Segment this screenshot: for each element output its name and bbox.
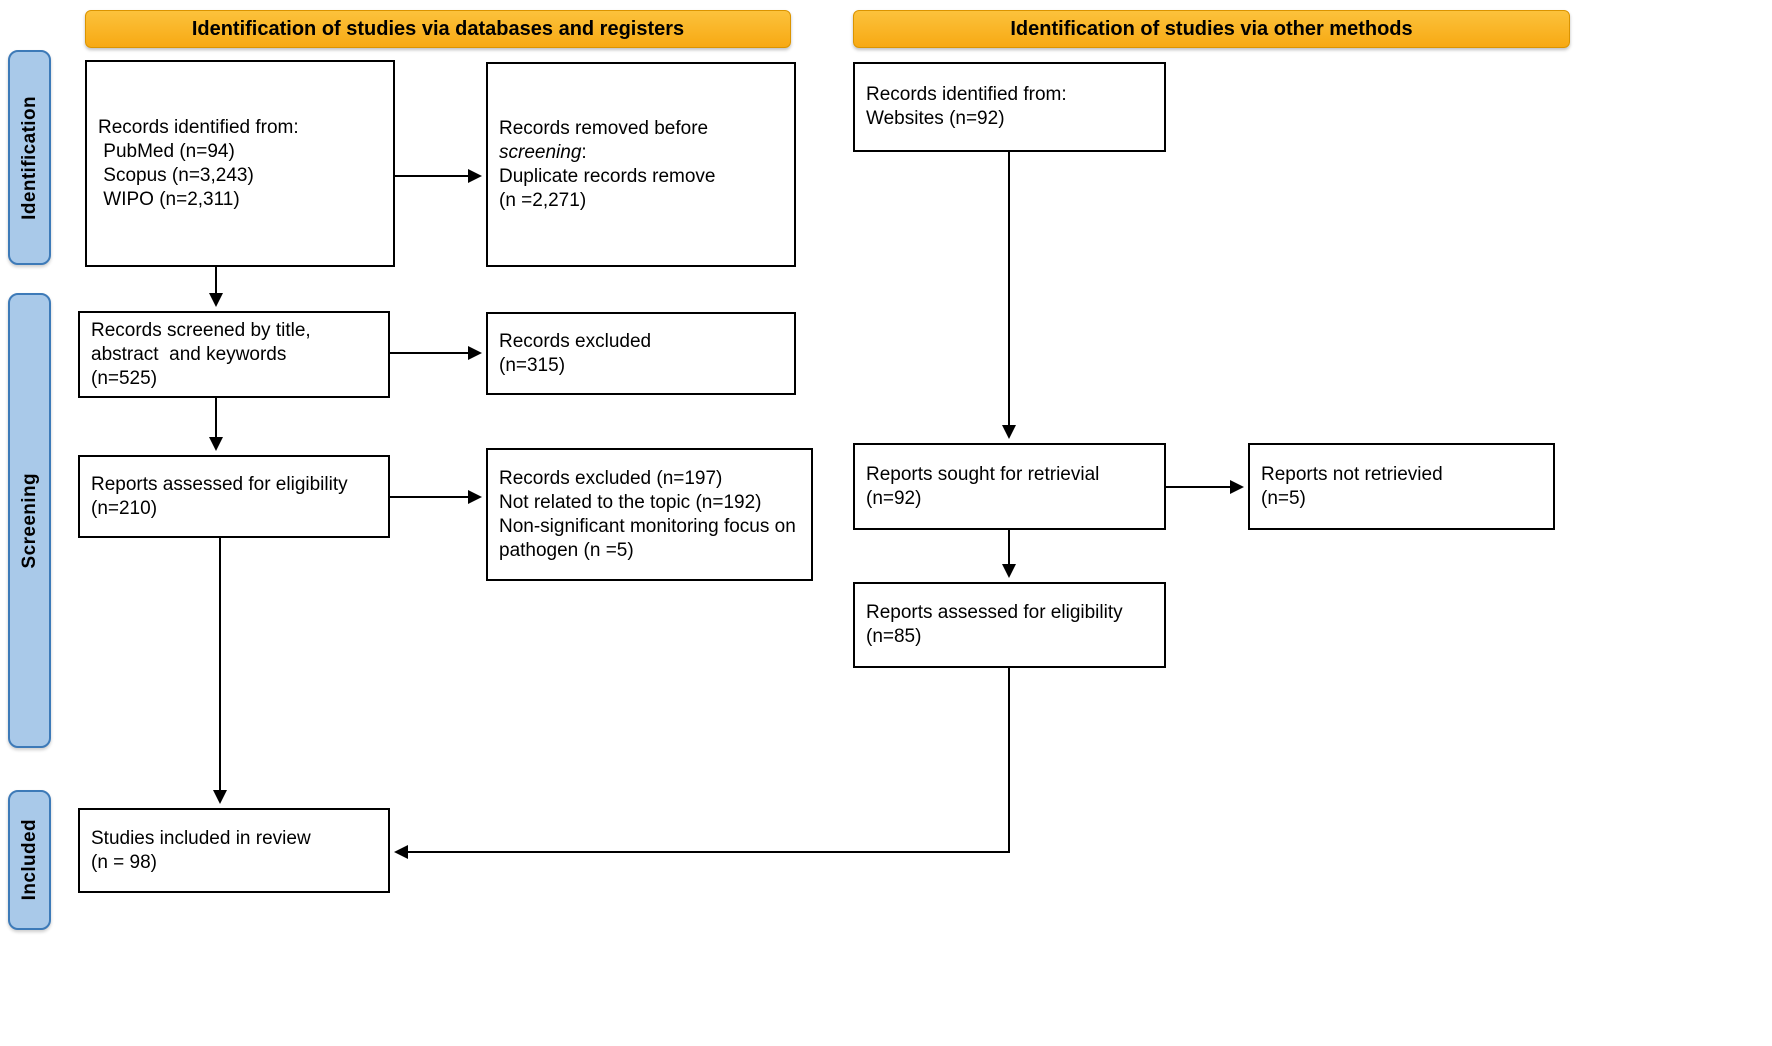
box-text-line: Records screened by title, [91,319,311,341]
box-text-line: abstract and keywords [91,343,287,365]
box-text-line: Records excluded (n=197) [499,467,723,489]
box-text-line: Records excluded [499,330,652,352]
header-other-methods [853,10,1570,48]
box-reports-assessed-eligibility-other [853,582,1166,668]
header-databases-registers-label: Identification of studies via databases and registers [191,17,685,40]
box-text-line: (n =2,271) [499,189,587,211]
box-studies-included [78,808,390,893]
stage-included-text: Included [18,819,40,901]
box-text-line: Studies included in review [91,827,311,849]
box-records-identified-other-methods [853,62,1166,152]
box-text-line: Reports assessed for eligibility [866,602,1123,623]
stage-label-included [8,790,51,930]
box-text-line: Non-significant monitoring focus on pathogen (n =5) [499,515,802,561]
box-text-line: Records identified from: [98,116,299,138]
box-text-line: Records identified from: [866,84,1067,105]
box-text-line: (n = 98) [91,851,158,873]
box-text-line: WIPO (n=2,311) [98,188,240,210]
box-text-line: Duplicate records remove [499,165,716,187]
stage-screening-text: Screening [18,472,40,569]
box-text-line: PubMed (n=94) [98,140,235,162]
box-text-line: (n=5) [1261,487,1306,509]
stage-identification-text: Identification [18,95,40,220]
box-text-line: Reports not retrievied [1261,463,1443,485]
box-text-line [499,141,783,165]
box-text-line: (n=210) [91,497,158,519]
header-other-methods-label: Identification of studies via other methods [1010,17,1413,40]
header-databases-registers [85,10,791,48]
box-reports-sought-retrieval [853,443,1166,530]
box-text-line: Scopus (n=3,243) [98,164,254,186]
box-text-line: Reports sought for retrievial [866,463,1100,485]
stage-label-screening [8,293,51,748]
box-reports-not-retrieved [1248,443,1555,530]
colon-text: : [581,141,587,163]
arrow-assessed-other-to-included [396,668,1009,852]
box-text-line: Websites (n=92) [866,108,1005,129]
box-text-line: (n=525) [91,367,158,389]
box-text-line: Not related to the topic (n=192) [499,491,762,513]
box-text-line: (n=315) [499,354,566,376]
box-records-screened [78,311,390,398]
italic-screening-text: screening [499,141,582,163]
box-text-line: Records removed before [499,117,709,139]
box-text-line: Reports assessed for eligibility [91,473,348,495]
box-records-identified-databases [85,60,395,267]
box-text-line: (n=85) [866,626,922,647]
box-reports-assessed-eligibility [78,455,390,538]
box-records-removed-before-screening [486,62,796,267]
box-records-excluded-eligibility [486,448,813,581]
box-text-line: (n=92) [866,487,922,509]
box-records-excluded-screening [486,312,796,395]
stage-label-identification [8,50,51,265]
